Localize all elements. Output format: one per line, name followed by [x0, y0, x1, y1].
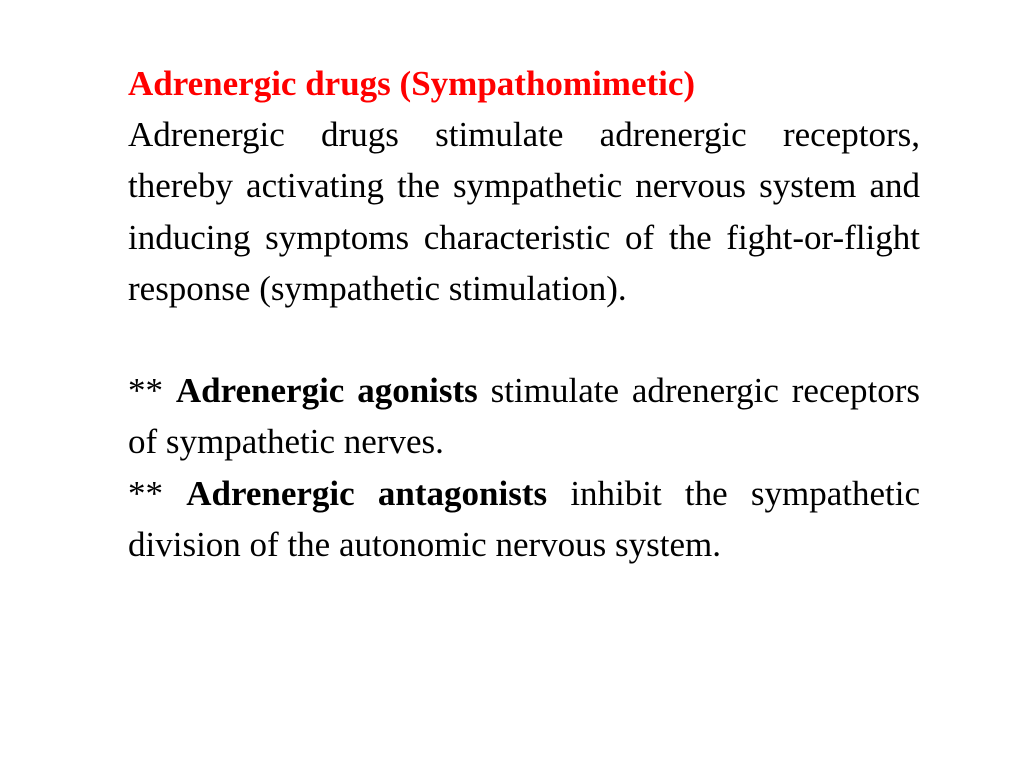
agonists-bullet: **: [128, 371, 163, 411]
slide-content: [128, 58, 920, 570]
antagonists-text: inhibit the sympathetic division of the autonomic nervous system.: [128, 473, 921, 564]
antagonists-bullet: **: [128, 473, 163, 513]
intro-paragraph: Adrenergic drugs stimulate adrenergic receptors, thereby activating the sympathetic nervous system and inducing symptoms characteristic of the fight-or-flight response (sympathetic stimulation).: [128, 115, 920, 308]
paragraph-spacer: [128, 314, 920, 365]
antagonists-paragraph: [128, 468, 920, 570]
antagonists-term: Adrenergic antagonists: [186, 473, 548, 513]
agonists-term: Adrenergic agonists: [175, 371, 478, 411]
agonists-text: stimulate adrenergic receptors of sympathetic nerves.: [128, 371, 921, 462]
agonists-paragraph: [128, 365, 920, 467]
slide-title: Adrenergic drugs (Sympathomimetic): [128, 64, 696, 103]
